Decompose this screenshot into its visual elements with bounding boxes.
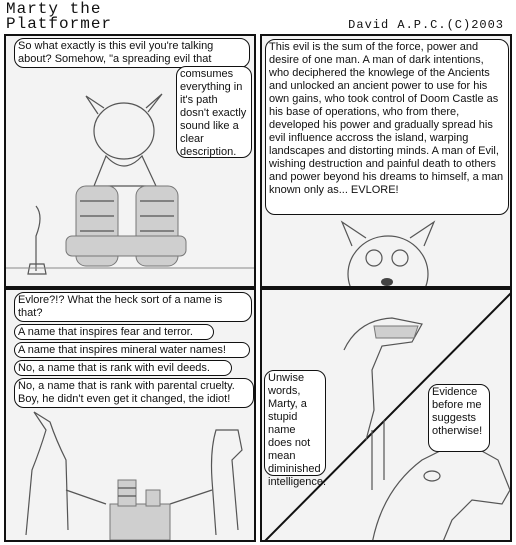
panel-4 [260, 288, 512, 542]
speech-bubble-unwise-words: Unwise words, Marty, a stupid name does not mean diminished intelligence. [264, 370, 326, 476]
title-line-1: Marty the [6, 0, 102, 18]
speech-bubble-marty-question-continued: comsumes everything in it's path dosn't exactly sound like a clear description. [176, 66, 252, 158]
comic-title [6, 2, 112, 32]
speech-bubble-fear-and-terror: A name that inspires fear and terror. [14, 324, 214, 340]
panel-1 [4, 34, 256, 288]
author-credit: David A.P.C.(C)2003 [348, 18, 504, 32]
speech-bubble-evidence: Evidence before me suggests otherwise! [428, 384, 490, 452]
speech-bubble-marty-evlore-name: Evlore?!? What the heck sort of a name is that? [14, 292, 252, 322]
speech-bubble-parental-cruelty: No, a name that is rank with parental cruelty. Boy, he didn't even get it changed, the idiot! [14, 378, 254, 408]
panel-3 [4, 288, 256, 542]
speech-bubble-evil-deeds: No, a name that is rank with evil deeds. [14, 360, 232, 376]
panel-2 [260, 34, 512, 288]
speech-bubble-evlore-description: This evil is the sum of the force, power and desire of one man. A man of dark intentions, who deciphered the knowlege of the Ancients and unlocked an ancient power to use for his own gains, who took control of Doom Castle as his base of operations, who from there, developed his power and gradually spread his evil influence accross the island, warping landscapes and distorting minds. A man of Evil, wishing destruction and painful death to others and power beyond his dreams to himself, a man known only as... EVLORE! [265, 39, 509, 215]
title-line-2: Platformer [6, 15, 113, 33]
speech-bubble-marty-question: So what exactly is this evil you're talking about? Somehow, "a spreading evil that [14, 38, 250, 68]
speech-bubble-mineral-water: A name that inspires mineral water names! [14, 342, 250, 358]
